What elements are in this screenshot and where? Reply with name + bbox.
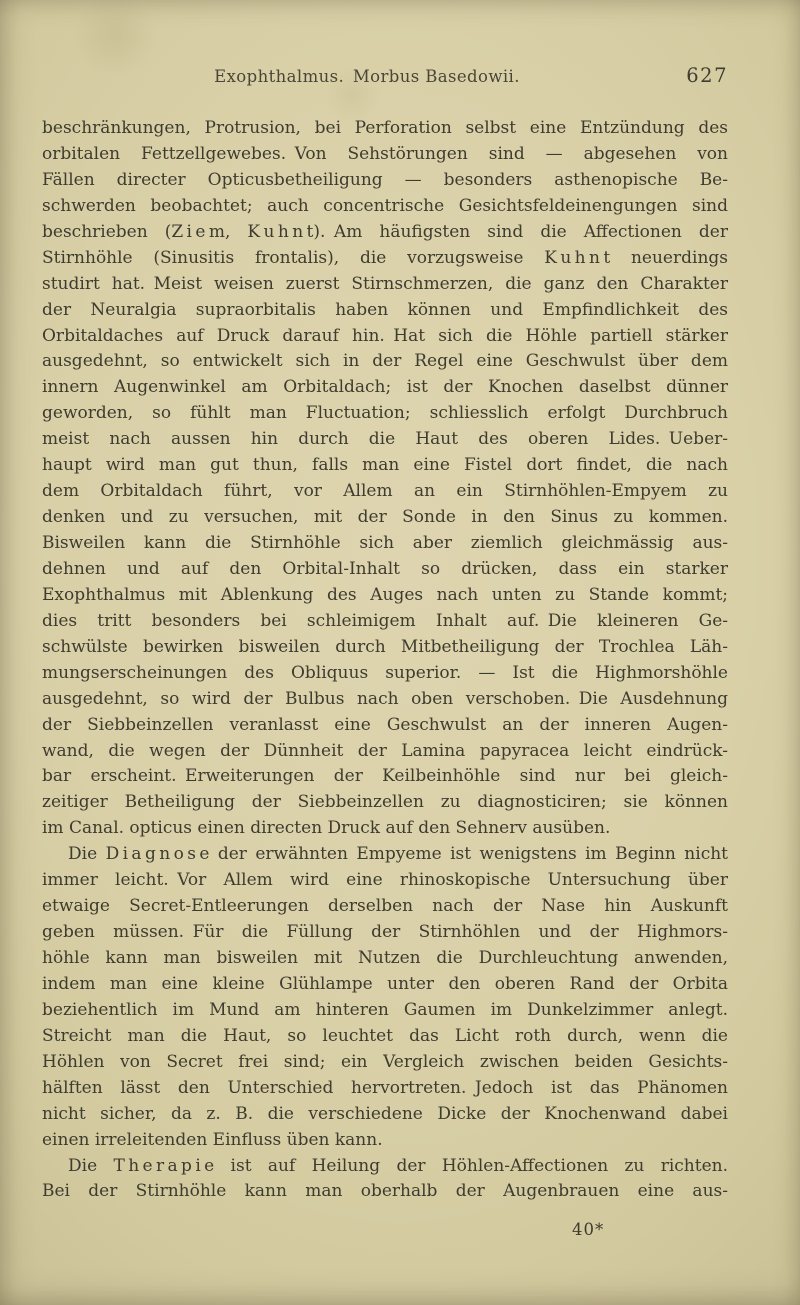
text-line: Bisweilen kann die Stirnhöhle sich aber ziemlich gleichmässig aus-: [42, 533, 728, 553]
text-line: im Canal. opticus einen directen Druck auf den Sehnerv ausüben.: [42, 818, 611, 839]
text-line: dehnen und auf den Orbital-Inhalt so drücken, dass ein starker: [42, 558, 728, 579]
signature-mark: 40*: [572, 1220, 605, 1239]
text-line: dem Orbitaldach führt, vor Allem an ein Stirnhöhlen-Empyem zu: [42, 481, 728, 502]
text-line: haupt wird man gut thun, falls man eine Fistel dort findet, die nach: [42, 455, 728, 476]
text-line: beschrieben (Z i e m, K u h n t). Am häufigsten sind die Affectionen der: [42, 221, 728, 242]
text-line: beschränkungen, Protrusion, bei Perforation selbst eine Entzündung des: [42, 118, 728, 138]
text-line: schwülste bewirken bisweilen durch Mitbetheiligung der Trochlea Läh-: [42, 636, 728, 657]
text-line: denken und zu versuchen, mit der Sonde in den Sinus zu kommen.: [42, 507, 728, 528]
text-line: Exophthalmus mit Ablenkung des Auges nach unten zu Stande kommt;: [42, 584, 728, 605]
text-line: Höhlen von Secret frei sind; ein Vergleich zwischen beiden Gesichts-: [42, 1051, 728, 1072]
text-line: orbitalen Fettzellgewebes. Von Sehstörungen sind — abgesehen von: [42, 143, 728, 164]
text-line: meist nach aussen hin durch die Haut des oberen Lides. Ueber-: [42, 429, 728, 450]
text-line: geben müssen. Für die Füllung der Stirnhöhlen und der Highmors-: [42, 922, 728, 943]
text-line: geworden, so fühlt man Fluctuation; schliesslich erfolgt Durchbruch: [42, 403, 728, 424]
text-line: der Siebbeinzellen veranlasst eine Geschwulst an der inneren Augen-: [42, 714, 728, 735]
text-line: Orbitaldaches auf Druck darauf hin. Hat sich die Höhle partiell stärker: [42, 325, 728, 346]
text-line: etwaige Secret-Entleerungen derselben nach der Nase hin Auskunft: [42, 896, 728, 917]
running-header: [42, 64, 728, 96]
text-line: ausgedehnt, so entwickelt sich in der Regel eine Geschwulst über dem: [42, 351, 728, 372]
text-line: beziehentlich im Mund am hinteren Gaumen im Dunkelzimmer anlegt.: [42, 999, 728, 1020]
text-line: nicht sicher, da z. B. die verschiedene Dicke der Knochenwand dabei: [42, 1103, 728, 1124]
running-header-title: Exophthalmus. Morbus Basedowii.: [214, 67, 520, 86]
text-line: der Neuralgia supraorbitalis haben können und Empfindlichkeit des: [42, 299, 728, 320]
text-line: zeitiger Betheiligung der Siebbeinzellen zu diagnosticiren; sie können: [42, 792, 728, 813]
text-line: innern Augenwinkel am Orbitaldach; ist der Knochen daselbst dünner: [42, 377, 728, 398]
page-number: 627: [686, 64, 728, 87]
text-line: studirt hat. Meist weisen zuerst Stirnschmerzen, die ganz den Charakter: [42, 273, 728, 294]
text-line: Stirnhöhle (Sinusitis frontalis), die vorzugsweise K u h n t neuerdings: [42, 247, 728, 268]
text-line: Die D i a g n o s e der erwähnten Empyeme ist wenigstens im Beginn nicht: [68, 844, 728, 865]
text-line: mungserscheinungen des Obliquus superior. — Ist die Highmorshöhle: [42, 662, 728, 683]
body-lines: [42, 116, 728, 1205]
text-line: wand, die wegen der Dünnheit der Lamina papyracea leicht eindrück-: [42, 740, 728, 761]
text-line: höhle kann man bisweilen mit Nutzen die Durchleuchtung anwenden,: [42, 948, 728, 968]
text-line: einen irreleitenden Einfluss üben kann.: [42, 1129, 383, 1150]
text-line: ausgedehnt, so wird der Bulbus nach oben verschoben. Die Ausdehnung: [42, 688, 728, 709]
text-line: dies tritt besonders bei schleimigem Inhalt auf. Die kleineren Ge-: [42, 610, 728, 631]
text-line: Bei der Stirnhöhle kann man oberhalb der Augenbrauen eine aus-: [42, 1181, 728, 1202]
text-line: Die T h e r a p i e ist auf Heilung der Höhlen-Affectionen zu richten.: [68, 1155, 728, 1176]
text-line: immer leicht. Vor Allem wird eine rhinoskopische Untersuchung über: [42, 870, 728, 891]
text-line: bar erscheint. Erweiterungen der Keilbeinhöhle sind nur bei gleich-: [42, 766, 728, 787]
text-line: schwerden beobachtet; auch concentrische Gesichtsfeldeinengungen sind: [42, 195, 728, 216]
text-line: Streicht man die Haut, so leuchtet das Licht roth durch, wenn die: [42, 1025, 728, 1046]
text-line: indem man eine kleine Glühlampe unter den oberen Rand der Orbita: [42, 973, 728, 994]
text-line: Fällen directer Opticusbetheiligung — besonders asthenopische Be-: [42, 169, 728, 190]
text-line: hälften lässt den Unterschied hervortreten. Jedoch ist das Phänomen: [42, 1077, 728, 1098]
